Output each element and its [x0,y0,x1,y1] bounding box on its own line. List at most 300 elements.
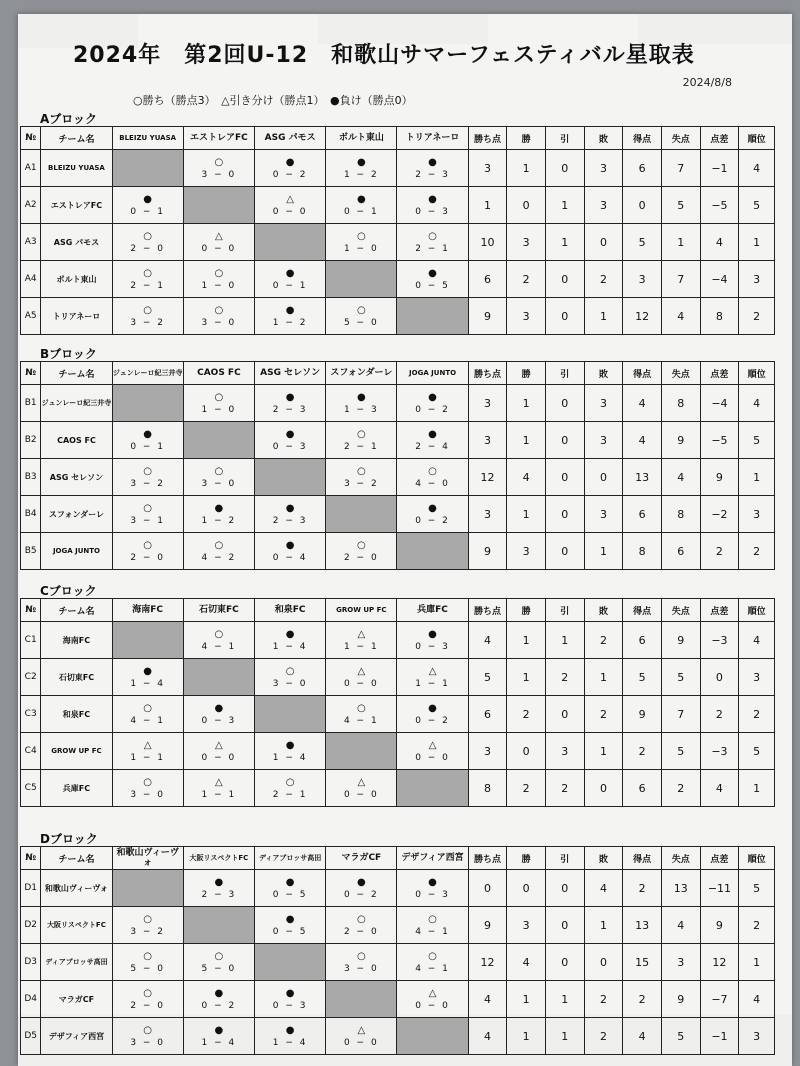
draws-cell: 0 [545,696,584,733]
header-team: チーム名 [41,847,112,870]
header-opponent: CAOS FC [183,362,254,385]
goals-for-cell: 3 [623,261,662,298]
team-row [21,944,775,981]
match-result [183,622,254,659]
goal-diff-cell: 9 [700,907,739,944]
result-symbol: ● [214,502,224,514]
match-score: 0 − 5 [415,280,450,291]
row-no: C3 [21,696,41,733]
match-result [112,187,183,224]
self-match-cell [397,533,468,570]
goals-against-cell: 8 [661,385,700,422]
draws-cell: 0 [545,496,584,533]
match-score: 4 − 1 [415,926,450,937]
header-win: 勝 [507,847,546,870]
result-symbol: ● [285,1024,295,1036]
team-row [21,696,775,733]
result-symbol: ○ [356,428,366,440]
draws-cell: 1 [545,1018,584,1055]
team-row [21,981,775,1018]
rank-cell: 4 [739,385,775,422]
header-opponent: ASG セレソン [255,362,326,385]
header-opponent: エストレアFC [183,127,254,150]
match-result [326,770,397,807]
header-opponent: ASG パモス [255,127,326,150]
match-score: 0 − 0 [201,752,237,763]
goal-diff-cell: 2 [700,533,739,570]
match-score: 0 − 0 [201,243,237,254]
header-win: 勝 [507,599,546,622]
match-result [183,770,254,807]
match-score: 0 − 3 [415,641,450,652]
header-rank: 順位 [739,847,775,870]
match-score: 0 − 2 [272,169,308,180]
team-row [21,150,775,187]
result-symbol: ○ [143,230,153,242]
losses-cell: 2 [584,261,623,298]
header-gf: 得点 [623,362,662,385]
match-result [112,944,183,981]
wins-cell: 1 [507,150,546,187]
match-score: 2 − 3 [272,515,308,526]
team-name: デザフィア西宮 [41,1018,112,1055]
losses-cell: 2 [584,622,623,659]
losses-cell: 0 [584,224,623,261]
match-score: 0 − 0 [272,206,308,217]
match-result [255,261,326,298]
header-ga: 失点 [661,599,700,622]
rank-cell: 2 [739,533,775,570]
match-score: 5 − 0 [343,317,379,328]
header-team: チーム名 [41,362,112,385]
match-score: 0 − 2 [343,889,379,900]
match-score: 1 − 1 [343,641,379,652]
draws-cell: 0 [545,150,584,187]
row-no: C4 [21,733,41,770]
match-result [112,496,183,533]
team-name: CAOS FC [41,422,112,459]
rank-cell: 2 [739,696,775,733]
result-symbol: △ [215,739,223,751]
match-score: 2 − 3 [201,889,237,900]
rank-cell: 3 [739,261,775,298]
match-result [326,659,397,696]
losses-cell: 1 [584,533,623,570]
team-row [21,770,775,807]
match-result [326,870,397,907]
goal-diff-cell: 4 [700,224,739,261]
team-row [21,261,775,298]
match-result [255,1018,326,1055]
points-cell: 3 [468,733,507,770]
losses-cell: 3 [584,150,623,187]
team-row [21,622,775,659]
losses-cell: 2 [584,1018,623,1055]
match-score: 3 − 2 [130,478,166,489]
team-name: ボルト東山 [41,261,112,298]
match-score: 3 − 0 [343,963,379,974]
match-score: 0 − 2 [415,715,450,726]
header-diff: 点差 [700,599,739,622]
match-result [112,298,183,335]
header-ga: 失点 [661,847,700,870]
match-score: 0 − 2 [415,515,450,526]
match-result [397,224,468,261]
match-result [112,459,183,496]
wins-cell: 3 [507,907,546,944]
self-match-cell [112,385,183,422]
team-row [21,733,775,770]
result-symbol: △ [428,739,437,751]
self-match-cell [397,770,468,807]
match-score: 0 − 3 [415,206,450,217]
row-no: B1 [21,385,41,422]
match-score: 1 − 2 [201,515,237,526]
result-symbol: ● [356,193,366,205]
rank-cell: 4 [739,150,775,187]
result-symbol: ○ [214,465,224,477]
header-points: 勝ち点 [468,599,507,622]
standings-table [20,361,775,570]
goals-against-cell: 9 [661,622,700,659]
match-result [112,696,183,733]
result-symbol: ○ [143,539,153,551]
header-points: 勝ち点 [468,127,507,150]
rank-cell: 2 [739,907,775,944]
match-score: 0 − 2 [415,404,450,415]
team-row [21,459,775,496]
goals-against-cell: 7 [661,696,700,733]
match-result [397,907,468,944]
result-symbol: ● [428,628,437,640]
result-symbol: ● [285,267,295,279]
wins-cell: 2 [507,696,546,733]
result-symbol: △ [357,665,366,677]
self-match-cell [326,733,397,770]
header-opponent: 兵庫FC [397,599,468,622]
header-rank: 順位 [739,127,775,150]
match-score: 0 − 0 [343,1037,379,1048]
rank-cell: 4 [739,622,775,659]
result-symbol: ● [428,502,437,514]
match-result [397,496,468,533]
match-score: 3 − 1 [130,515,166,526]
match-score: 2 − 0 [130,243,166,254]
goals-against-cell: 5 [661,659,700,696]
self-match-cell [183,422,254,459]
result-symbol: ○ [214,628,224,640]
row-no: B2 [21,422,41,459]
draws-cell: 0 [545,261,584,298]
match-result [255,298,326,335]
draws-cell: 1 [545,224,584,261]
draws-cell: 0 [545,459,584,496]
match-score: 1 − 4 [272,1037,308,1048]
row-no: D2 [21,907,41,944]
match-result [112,659,183,696]
result-symbol: ● [285,987,295,999]
goals-against-cell: 4 [661,298,700,335]
points-cell: 6 [468,696,507,733]
header-opponent: 石切東FC [183,599,254,622]
goals-for-cell: 4 [623,422,662,459]
goals-for-cell: 6 [623,150,662,187]
self-match-cell [326,981,397,1018]
match-result [326,187,397,224]
row-no: D4 [21,981,41,1018]
match-result [255,150,326,187]
rank-cell: 1 [739,224,775,261]
wins-cell: 3 [507,224,546,261]
header-opponent: 和泉FC [255,599,326,622]
points-cell: 12 [468,944,507,981]
match-score: 1 − 4 [130,678,166,689]
header-gf: 得点 [623,127,662,150]
self-match-cell [326,496,397,533]
result-symbol: ● [428,267,437,279]
match-score: 0 − 2 [201,1000,237,1011]
result-symbol: ● [285,876,295,888]
team-row [21,1018,775,1055]
result-symbol: ○ [356,539,366,551]
match-score: 2 − 1 [130,280,166,291]
rank-cell: 1 [739,770,775,807]
goal-diff-cell: −4 [700,385,739,422]
result-symbol: △ [357,628,366,640]
draws-cell: 0 [545,944,584,981]
match-result [183,261,254,298]
rank-cell: 1 [739,459,775,496]
result-symbol: ○ [143,502,153,514]
match-result [183,981,254,1018]
row-no: D3 [21,944,41,981]
match-result [183,870,254,907]
match-result [255,622,326,659]
result-symbol: ○ [428,913,437,925]
header-opponent: ジュンレーロ紀三井寺 [112,362,183,385]
match-score: 1 − 1 [201,789,237,800]
match-score: 0 − 5 [272,926,308,937]
result-symbol: ○ [214,156,224,168]
draws-cell: 1 [545,187,584,224]
match-score: 0 − 5 [272,889,308,900]
match-score: 0 − 1 [130,441,166,452]
match-score: 2 − 0 [343,926,379,937]
goal-diff-cell: −3 [700,733,739,770]
header-opponent: ディアブロッサ高田 [255,847,326,870]
points-cell: 4 [468,981,507,1018]
match-result [183,150,254,187]
match-score: 0 − 4 [272,552,308,563]
draws-cell: 2 [545,659,584,696]
team-name: 和歌山ヴィーヴォ [41,870,112,907]
match-score: 2 − 4 [415,441,450,452]
goals-for-cell: 4 [623,385,662,422]
match-result [326,298,397,335]
match-score: 3 − 0 [130,1037,166,1048]
goals-for-cell: 2 [623,733,662,770]
match-result [255,496,326,533]
match-result [326,385,397,422]
match-result [397,944,468,981]
draws-cell: 0 [545,907,584,944]
header-no: № [21,847,41,870]
match-result [112,733,183,770]
match-score: 0 − 3 [201,715,237,726]
row-no: D5 [21,1018,41,1055]
goals-against-cell: 9 [661,422,700,459]
self-match-cell [183,659,254,696]
result-symbol: ● [214,987,224,999]
match-score: 0 − 3 [272,1000,308,1011]
rank-cell: 3 [739,496,775,533]
goals-against-cell: 7 [661,261,700,298]
match-score: 0 − 1 [272,280,308,291]
header-diff: 点差 [700,127,739,150]
row-no: A5 [21,298,41,335]
result-symbol: ○ [143,776,153,788]
match-score: 2 − 0 [130,552,166,563]
self-match-cell [183,907,254,944]
header-loss: 敗 [584,599,623,622]
match-result [326,622,397,659]
row-no: C5 [21,770,41,807]
match-result [397,187,468,224]
match-score: 1 − 0 [201,404,237,415]
row-no: A1 [21,150,41,187]
losses-cell: 1 [584,659,623,696]
team-row [21,385,775,422]
team-row [21,496,775,533]
losses-cell: 1 [584,907,623,944]
losses-cell: 2 [584,696,623,733]
match-score: 0 − 0 [343,789,379,800]
header-opponent: 海南FC [112,599,183,622]
match-score: 0 − 1 [343,206,379,217]
match-score: 1 − 3 [343,404,379,415]
goals-against-cell: 6 [661,533,700,570]
self-match-cell [255,944,326,981]
match-result [255,981,326,1018]
goals-against-cell: 8 [661,496,700,533]
wins-cell: 2 [507,770,546,807]
result-symbol: ● [285,628,295,640]
losses-cell: 3 [584,422,623,459]
match-score: 4 − 1 [130,715,166,726]
result-symbol: △ [357,1024,366,1036]
goals-for-cell: 5 [623,659,662,696]
match-score: 2 − 1 [415,243,450,254]
result-symbol: ○ [214,391,224,403]
match-score: 3 − 0 [201,169,237,180]
rank-cell: 3 [739,1018,775,1055]
goals-against-cell: 5 [661,187,700,224]
match-result [326,150,397,187]
wins-cell: 0 [507,733,546,770]
match-result [112,770,183,807]
draws-cell: 0 [545,385,584,422]
header-ga: 失点 [661,127,700,150]
team-name: トリアネーロ [41,298,112,335]
goal-diff-cell: 4 [700,770,739,807]
goals-for-cell: 5 [623,224,662,261]
match-result [255,385,326,422]
rank-cell: 5 [739,187,775,224]
points-cell: 10 [468,224,507,261]
match-score: 2 − 0 [130,1000,166,1011]
result-symbol: △ [428,665,437,677]
result-symbol: ○ [214,267,224,279]
team-row [21,422,775,459]
match-result [397,385,468,422]
draws-cell: 0 [545,533,584,570]
match-result [326,1018,397,1055]
goals-for-cell: 8 [623,533,662,570]
match-result [255,770,326,807]
result-symbol: ○ [143,913,153,925]
points-cell: 3 [468,385,507,422]
match-result [183,496,254,533]
match-result [255,870,326,907]
block-label: Bブロック [40,347,97,361]
goals-for-cell: 12 [623,298,662,335]
goals-for-cell: 2 [623,870,662,907]
goal-diff-cell: 9 [700,459,739,496]
result-symbol: △ [143,739,152,751]
result-symbol: ○ [428,465,437,477]
match-result [397,659,468,696]
header-draw: 引 [545,127,584,150]
match-score: 1 − 4 [201,1037,237,1048]
result-symbol: ○ [214,950,224,962]
goal-diff-cell: −11 [700,870,739,907]
result-symbol: ● [143,428,153,440]
header-opponent: ボルト東山 [326,127,397,150]
match-score: 2 − 1 [272,789,308,800]
match-score: 4 − 1 [201,641,237,652]
match-result [183,459,254,496]
points-cell: 0 [468,870,507,907]
date-label: 2024/8/8 [682,76,732,89]
match-result [397,622,468,659]
match-result [112,981,183,1018]
result-symbol: ○ [285,665,295,677]
match-score: 0 − 0 [343,678,379,689]
wins-cell: 3 [507,298,546,335]
team-name: 和泉FC [41,696,112,733]
header-rank: 順位 [739,599,775,622]
header-opponent: GROW UP FC [326,599,397,622]
match-score: 4 − 1 [343,715,379,726]
match-score: 1 − 1 [130,752,166,763]
result-symbol: ● [143,665,153,677]
points-cell: 9 [468,533,507,570]
result-symbol: ○ [143,987,153,999]
header-loss: 敗 [584,847,623,870]
match-score: 1 − 2 [343,169,379,180]
match-score: 2 − 3 [272,404,308,415]
team-name: JOGA JUNTO [41,533,112,570]
team-name: 大阪リスペクトFC [41,907,112,944]
team-row [21,533,775,570]
losses-cell: 1 [584,733,623,770]
self-match-cell [112,150,183,187]
match-score: 0 − 3 [415,889,450,900]
goal-diff-cell: −5 [700,187,739,224]
result-symbol: ● [428,876,437,888]
losses-cell: 3 [584,385,623,422]
block-label: Aブロック [40,112,98,126]
